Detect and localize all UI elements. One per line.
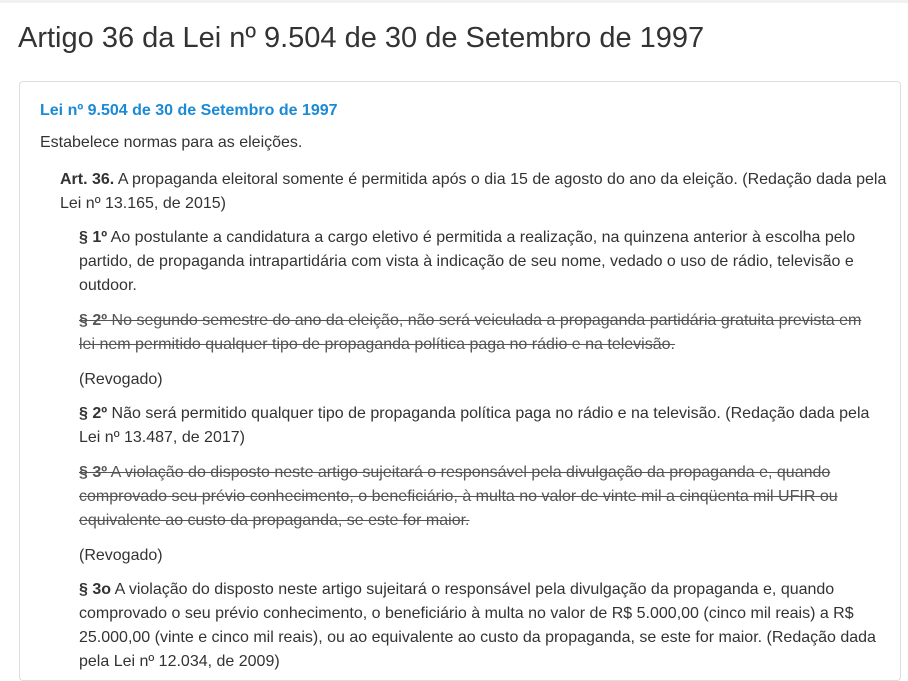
revoked-text: (Revogado) [79, 547, 163, 564]
paragraph-label: § 3o [79, 581, 112, 598]
law-panel [19, 81, 901, 681]
paragraph-label: § 3º [79, 464, 108, 481]
paragraph-3 [79, 578, 879, 674]
paragraph-text: A violação do disposto neste artigo sujeitará o responsável pela divulgação da propaganda e, quando comprovado seu prévio conhecimento, o beneficiário, à multa no valor de vinte mil a cinqüenta mil UFIR ou equivalente ao custo da propaganda, se este for maior. [79, 464, 838, 529]
paragraph-label: § 2º [79, 405, 108, 422]
paragraph-2-revoked [79, 309, 879, 357]
paragraph-3-revoked [79, 461, 879, 533]
paragraph-label: § 2º [79, 312, 108, 329]
page-title: Artigo 36 da Lei nº 9.504 de 30 de Setembro de 1997 [18, 22, 705, 54]
paragraph-2 [79, 402, 879, 450]
article-text: A propaganda eleitoral somente é permitida após o dia 15 de agosto do ano da eleição. (Redação dada pela Lei nº 13.165, de 2015) [60, 171, 887, 212]
paragraph-1 [79, 226, 879, 298]
paragraph-text: A violação do disposto neste artigo sujeitará o responsável pela divulgação da propaganda e, quando comprovado o seu prévio conhecimento, o beneficiário à multa no valor de R$ 5.000,00 (cinco mil reais) a R$ 25.000,00 (vinte e cinco mil reais), ou ao equivalente ao custo da propaganda, se este for maior. (Redação dada pela Lei nº 12.034, de 2009) [79, 581, 876, 670]
article-label: Art. 36. [60, 171, 115, 188]
paragraph-text: Ao postulante a candidatura a cargo eletivo é permitida a realização, na quinzena anterior à escolha pelo partido, de propaganda intrapartidária com vista à indicação de seu nome, vedado o uso de rádio, televisão e outdoor. [79, 229, 856, 294]
article-36 [60, 168, 890, 216]
paragraph-label: § 1º [79, 229, 108, 246]
top-bar [0, 0, 908, 3]
paragraph-text: Não será permitido qualquer tipo de propaganda política paga no rádio e na televisão. (Redação dada pela Lei nº 13.487, de 2017) [79, 405, 870, 446]
revoked-note [79, 368, 879, 392]
law-description: Estabelece normas para as eleições. [40, 134, 303, 151]
law-link[interactable]: Lei nº 9.504 de 30 de Setembro de 1997 [40, 102, 338, 119]
paragraph-text: No segundo semestre do ano da eleição, não será veiculada a propaganda partidária gratuita prevista em lei nem permitido qualquer tipo de propaganda política paga no rádio e na televisão. [79, 312, 862, 353]
revoked-text: (Revogado) [79, 371, 163, 388]
revoked-note [79, 544, 879, 568]
